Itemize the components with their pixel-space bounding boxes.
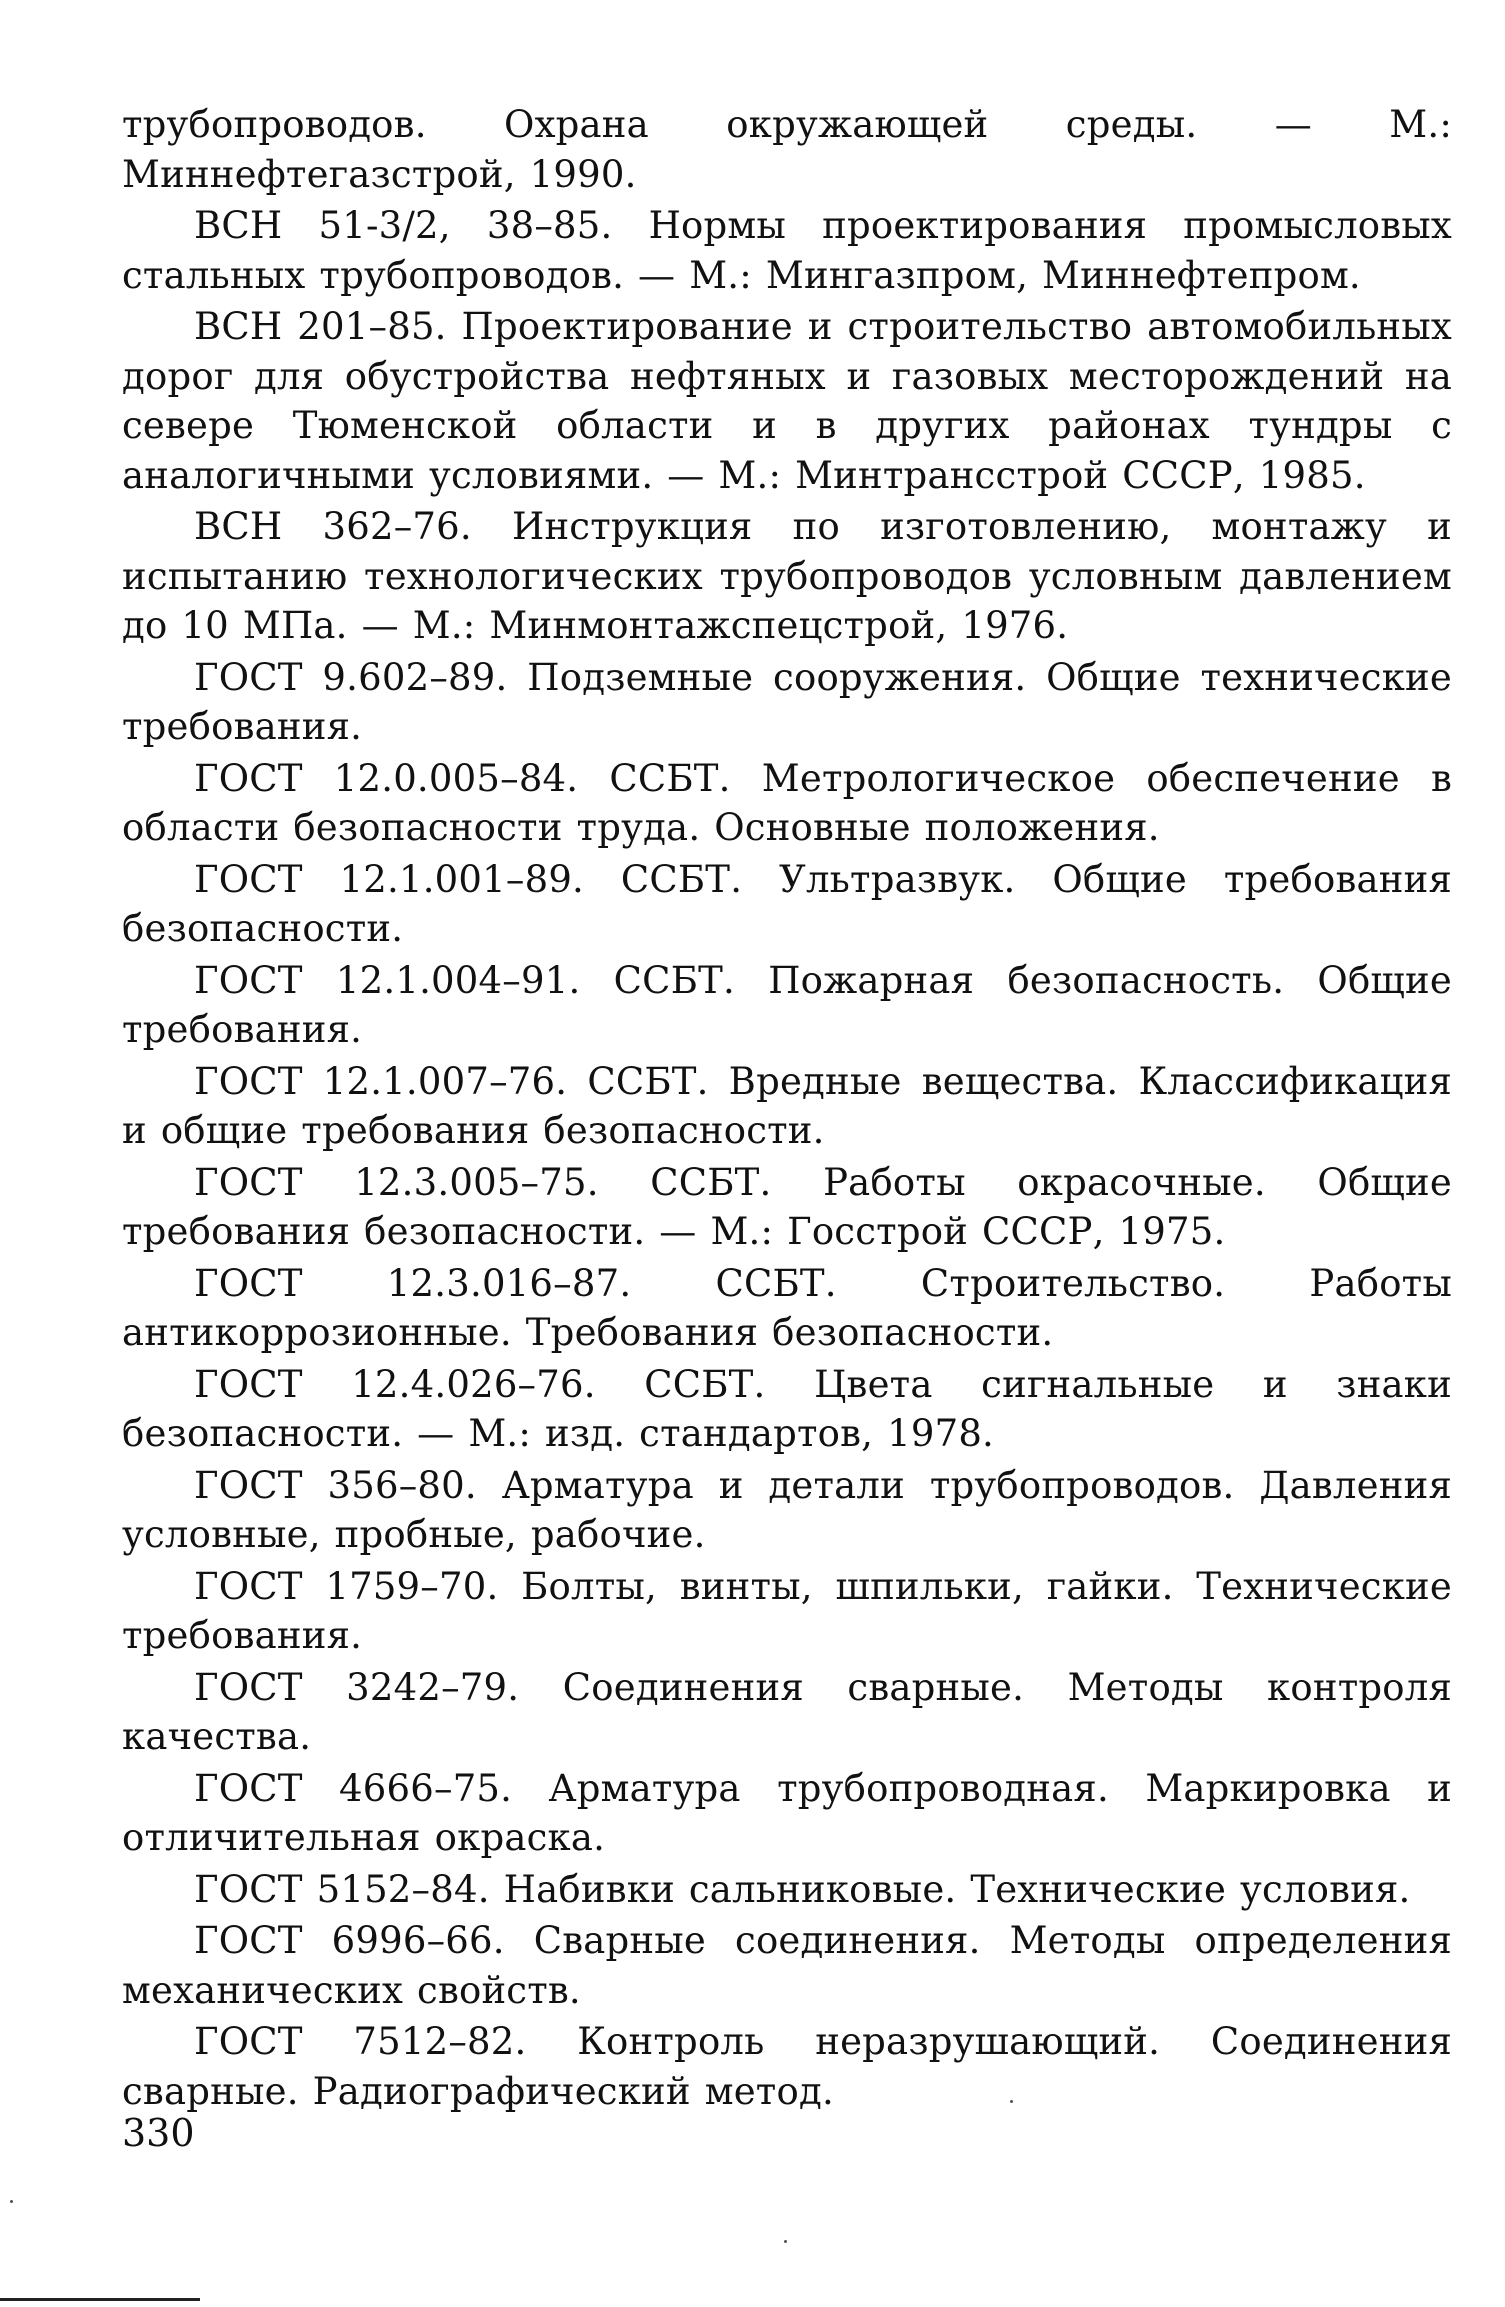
reference-entry: ГОСТ 5152–84. Набивки сальниковые. Технические условия.	[194, 1867, 1411, 1911]
reference-entry: трубопроводов. Охрана окружающей среды. — М.: Миннефтегазстрой, 1990.	[122, 103, 1452, 196]
reference-entry: ГОСТ 12.1.001–89. ССБТ. Ультразвук. Общие требования безопасности.	[122, 857, 1452, 950]
references-list	[122, 100, 1452, 2118]
reference-entry: ВСН 362–76. Инструкция по изготовлению, монтажу и испытанию технологических трубопроводов условным давлением до 10 МПа. — М.: Минмонтажспецстрой, 1976.	[122, 505, 1452, 647]
reference-entry: ГОСТ 12.4.026–76. ССБТ. Цвета сигнальные и знаки безопасности. — М.: изд. стандартов, 1978.	[122, 1362, 1452, 1455]
reference-entry: ГОСТ 6996–66. Сварные соединения. Методы определения механических свойств.	[122, 1919, 1452, 2012]
reference-entry: ГОСТ 12.1.004–91. ССБТ. Пожарная безопасность. Общие требования.	[122, 958, 1452, 1051]
scan-speck	[10, 2200, 13, 2203]
bottom-edge-line	[0, 2298, 200, 2301]
reference-entry: ГОСТ 3242–79. Соединения сварные. Методы контроля качества.	[122, 1665, 1452, 1758]
reference-entry: ГОСТ 4666–75. Арматура трубопроводная. Маркировка и отличительная окраска.	[122, 1766, 1452, 1859]
scan-speck	[784, 2240, 787, 2243]
reference-entry: ВСН 51-3/2, 38–85. Нормы проектирования промысловых стальных трубопроводов. — М.: Мингазпром, Миннефтепром.	[122, 204, 1452, 297]
reference-entry: ГОСТ 12.3.005–75. ССБТ. Работы окрасочные. Общие требования безопасности. — М.: Госстрой СССР, 1975.	[122, 1160, 1452, 1253]
reference-entry: ГОСТ 7512–82. Контроль неразрушающий. Соединения сварные. Радиографический метод.	[122, 2020, 1452, 2113]
reference-entry: ГОСТ 356–80. Арматура и детали трубопроводов. Давления условные, пробные, рабочие.	[122, 1463, 1452, 1556]
reference-entry: ВСН 201–85. Проектирование и строительство автомобильных дорог для обустройства нефтяных и газовых месторождений на севере Тюменской области и в других районах тундры с аналогичными условиями. — М.: Минтрансстрой СССР, 1985.	[122, 305, 1452, 497]
reference-entry: ГОСТ 12.1.007–76. ССБТ. Вредные вещества. Классификация и общие требования безопасности.	[122, 1059, 1452, 1152]
reference-entry: ГОСТ 12.3.016–87. ССБТ. Строительство. Работы антикоррозионные. Требования безопасности.	[122, 1261, 1452, 1354]
scan-speck	[1010, 2100, 1013, 2103]
reference-entry: ГОСТ 12.0.005–84. ССБТ. Метрологическое обеспечение в области безопасности труда. Основные положения.	[122, 756, 1452, 849]
reference-entry: ГОСТ 9.602–89. Подземные сооружения. Общие технические требования.	[122, 655, 1452, 748]
page-number: 330	[122, 2111, 195, 2155]
reference-entry: ГОСТ 1759–70. Болты, винты, шпильки, гайки. Технические требования.	[122, 1564, 1452, 1657]
